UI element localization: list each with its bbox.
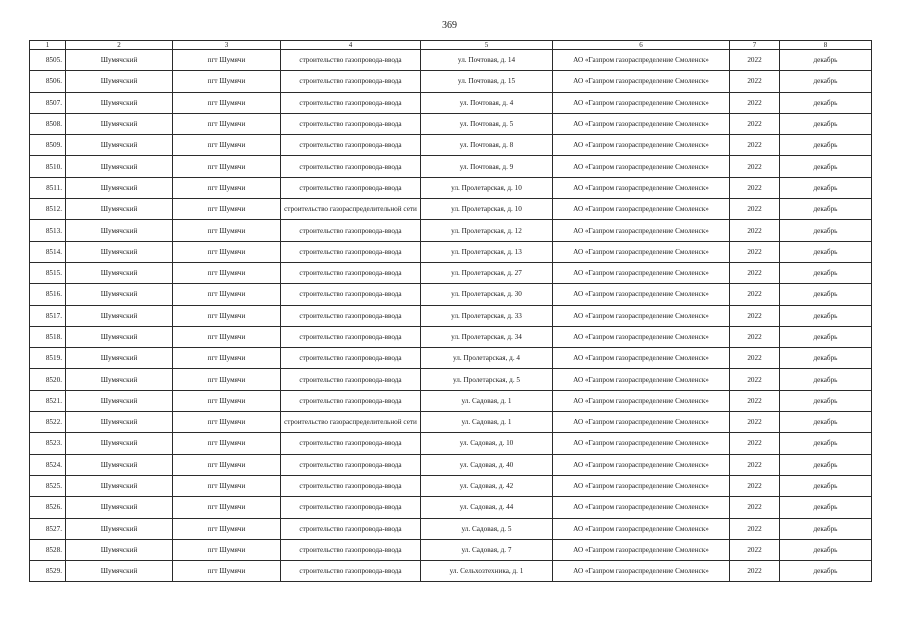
district-cell: Шумячский: [66, 50, 173, 71]
year-cell: 2022: [730, 475, 780, 496]
row-number-cell: 8529.: [30, 561, 66, 582]
settlement-cell: пгт Шумячи: [173, 412, 281, 433]
organization-cell: АО «Газпром газораспределение Смоленск»: [553, 262, 730, 283]
year-cell: 2022: [730, 199, 780, 220]
organization-cell: АО «Газпром газораспределение Смоленск»: [553, 113, 730, 134]
address-cell: ул. Садовая, д. 1: [421, 390, 553, 411]
month-cell: декабрь: [780, 135, 872, 156]
year-cell: 2022: [730, 113, 780, 134]
district-cell: Шумячский: [66, 71, 173, 92]
work-type-cell: строительство газопровода-ввода: [281, 135, 421, 156]
month-cell: декабрь: [780, 497, 872, 518]
organization-cell: АО «Газпром газораспределение Смоленск»: [553, 156, 730, 177]
work-type-cell: строительство газопровода-ввода: [281, 348, 421, 369]
table-row: [30, 241, 872, 262]
column-number: 6: [553, 41, 730, 50]
organization-cell: АО «Газпром газораспределение Смоленск»: [553, 497, 730, 518]
work-type-cell: строительство газопровода-ввода: [281, 71, 421, 92]
settlement-cell: пгт Шумячи: [173, 390, 281, 411]
district-cell: Шумячский: [66, 92, 173, 113]
row-number-cell: 8511.: [30, 177, 66, 198]
page-number: 369: [442, 20, 457, 31]
table-row: [30, 369, 872, 390]
work-type-cell: строительство газопровода-ввода: [281, 177, 421, 198]
table-row: [30, 454, 872, 475]
row-number-cell: 8522.: [30, 412, 66, 433]
address-cell: ул. Пролетарская, д. 4: [421, 348, 553, 369]
row-number-cell: 8516.: [30, 284, 66, 305]
month-cell: декабрь: [780, 561, 872, 582]
row-number-cell: 8523.: [30, 433, 66, 454]
district-cell: Шумячский: [66, 284, 173, 305]
address-cell: ул. Сельхозтехника, д. 1: [421, 561, 553, 582]
year-cell: 2022: [730, 241, 780, 262]
month-cell: декабрь: [780, 50, 872, 71]
table-row: [30, 518, 872, 539]
row-number-cell: 8528.: [30, 539, 66, 560]
district-cell: Шумячский: [66, 475, 173, 496]
district-cell: Шумячский: [66, 241, 173, 262]
district-cell: Шумячский: [66, 113, 173, 134]
year-cell: 2022: [730, 156, 780, 177]
month-cell: декабрь: [780, 475, 872, 496]
column-number: 3: [173, 41, 281, 50]
row-number-cell: 8520.: [30, 369, 66, 390]
address-cell: ул. Пролетарская, д. 5: [421, 369, 553, 390]
settlement-cell: пгт Шумячи: [173, 561, 281, 582]
year-cell: 2022: [730, 92, 780, 113]
settlement-cell: пгт Шумячи: [173, 454, 281, 475]
column-number: 4: [281, 41, 421, 50]
row-number-cell: 8525.: [30, 475, 66, 496]
table-row: [30, 220, 872, 241]
row-number-cell: 8512.: [30, 199, 66, 220]
address-cell: ул. Почтовая, д. 4: [421, 92, 553, 113]
address-cell: ул. Пролетарская, д. 13: [421, 241, 553, 262]
work-type-cell: строительство газопровода-ввода: [281, 390, 421, 411]
work-type-cell: строительство газопровода-ввода: [281, 475, 421, 496]
settlement-cell: пгт Шумячи: [173, 348, 281, 369]
address-cell: ул. Садовая, д. 44: [421, 497, 553, 518]
work-type-cell: строительство газопровода-ввода: [281, 156, 421, 177]
organization-cell: АО «Газпром газораспределение Смоленск»: [553, 135, 730, 156]
organization-cell: АО «Газпром газораспределение Смоленск»: [553, 71, 730, 92]
address-cell: ул. Садовая, д. 5: [421, 518, 553, 539]
address-cell: ул. Почтовая, д. 8: [421, 135, 553, 156]
table-row: [30, 433, 872, 454]
organization-cell: АО «Газпром газораспределение Смоленск»: [553, 50, 730, 71]
work-type-cell: строительство газопровода-ввода: [281, 113, 421, 134]
settlement-cell: пгт Шумячи: [173, 199, 281, 220]
settlement-cell: пгт Шумячи: [173, 497, 281, 518]
work-type-cell: строительство газопровода-ввода: [281, 262, 421, 283]
table-row: [30, 348, 872, 369]
district-cell: Шумячский: [66, 454, 173, 475]
column-number: 5: [421, 41, 553, 50]
settlement-cell: пгт Шумячи: [173, 92, 281, 113]
column-number-row: [30, 41, 872, 50]
table-row: [30, 50, 872, 71]
address-cell: ул. Почтовая, д. 5: [421, 113, 553, 134]
table-row: [30, 92, 872, 113]
address-cell: ул. Пролетарская, д. 30: [421, 284, 553, 305]
table-row: [30, 135, 872, 156]
year-cell: 2022: [730, 539, 780, 560]
table-row: [30, 71, 872, 92]
month-cell: декабрь: [780, 156, 872, 177]
row-number-cell: 8524.: [30, 454, 66, 475]
table-row: [30, 177, 872, 198]
district-cell: Шумячский: [66, 433, 173, 454]
work-type-cell: строительство газопровода-ввода: [281, 433, 421, 454]
settlement-cell: пгт Шумячи: [173, 539, 281, 560]
settlement-cell: пгт Шумячи: [173, 369, 281, 390]
organization-cell: АО «Газпром газораспределение Смоленск»: [553, 305, 730, 326]
year-cell: 2022: [730, 454, 780, 475]
year-cell: 2022: [730, 369, 780, 390]
organization-cell: АО «Газпром газораспределение Смоленск»: [553, 475, 730, 496]
organization-cell: АО «Газпром газораспределение Смоленск»: [553, 199, 730, 220]
year-cell: 2022: [730, 497, 780, 518]
district-cell: Шумячский: [66, 497, 173, 518]
table-row: [30, 412, 872, 433]
month-cell: декабрь: [780, 71, 872, 92]
row-number-cell: 8509.: [30, 135, 66, 156]
address-cell: ул. Пролетарская, д. 10: [421, 177, 553, 198]
column-number: 7: [730, 41, 780, 50]
year-cell: 2022: [730, 50, 780, 71]
column-number: 8: [780, 41, 872, 50]
year-cell: 2022: [730, 433, 780, 454]
settlement-cell: пгт Шумячи: [173, 475, 281, 496]
address-cell: ул. Садовая, д. 42: [421, 475, 553, 496]
year-cell: 2022: [730, 262, 780, 283]
month-cell: декабрь: [780, 348, 872, 369]
address-cell: ул. Почтовая, д. 9: [421, 156, 553, 177]
address-cell: ул. Пролетарская, д. 10: [421, 199, 553, 220]
row-number-cell: 8514.: [30, 241, 66, 262]
month-cell: декабрь: [780, 92, 872, 113]
address-cell: ул. Пролетарская, д. 27: [421, 262, 553, 283]
settlement-cell: пгт Шумячи: [173, 71, 281, 92]
settlement-cell: пгт Шумячи: [173, 177, 281, 198]
row-number-cell: 8506.: [30, 71, 66, 92]
table-row: [30, 156, 872, 177]
row-number-cell: 8505.: [30, 50, 66, 71]
year-cell: 2022: [730, 305, 780, 326]
table-row: [30, 475, 872, 496]
table-row: [30, 284, 872, 305]
organization-cell: АО «Газпром газораспределение Смоленск»: [553, 92, 730, 113]
month-cell: декабрь: [780, 177, 872, 198]
month-cell: декабрь: [780, 390, 872, 411]
settlement-cell: пгт Шумячи: [173, 326, 281, 347]
address-cell: ул. Пролетарская, д. 34: [421, 326, 553, 347]
table-row: [30, 497, 872, 518]
address-cell: ул. Почтовая, д. 15: [421, 71, 553, 92]
work-type-cell: строительство газопровода-ввода: [281, 50, 421, 71]
year-cell: 2022: [730, 412, 780, 433]
district-cell: Шумячский: [66, 369, 173, 390]
organization-cell: АО «Газпром газораспределение Смоленск»: [553, 390, 730, 411]
column-number: 2: [66, 41, 173, 50]
year-cell: 2022: [730, 220, 780, 241]
organization-cell: АО «Газпром газораспределение Смоленск»: [553, 412, 730, 433]
district-cell: Шумячский: [66, 412, 173, 433]
address-cell: ул. Почтовая, д. 14: [421, 50, 553, 71]
row-number-cell: 8527.: [30, 518, 66, 539]
row-number-cell: 8507.: [30, 92, 66, 113]
settlement-cell: пгт Шумячи: [173, 433, 281, 454]
organization-cell: АО «Газпром газораспределение Смоленск»: [553, 326, 730, 347]
settlement-cell: пгт Шумячи: [173, 220, 281, 241]
organization-cell: АО «Газпром газораспределение Смоленск»: [553, 220, 730, 241]
data-table: [29, 40, 872, 582]
row-number-cell: 8515.: [30, 262, 66, 283]
settlement-cell: пгт Шумячи: [173, 50, 281, 71]
district-cell: Шумячский: [66, 199, 173, 220]
address-cell: ул. Пролетарская, д. 12: [421, 220, 553, 241]
work-type-cell: строительство газопровода-ввода: [281, 518, 421, 539]
row-number-cell: 8517.: [30, 305, 66, 326]
organization-cell: АО «Газпром газораспределение Смоленск»: [553, 518, 730, 539]
month-cell: декабрь: [780, 262, 872, 283]
district-cell: Шумячский: [66, 561, 173, 582]
table-row: [30, 561, 872, 582]
settlement-cell: пгт Шумячи: [173, 135, 281, 156]
district-cell: Шумячский: [66, 305, 173, 326]
table-row: [30, 262, 872, 283]
organization-cell: АО «Газпром газораспределение Смоленск»: [553, 284, 730, 305]
row-number-cell: 8518.: [30, 326, 66, 347]
table-row: [30, 305, 872, 326]
district-cell: Шумячский: [66, 326, 173, 347]
row-number-cell: 8519.: [30, 348, 66, 369]
month-cell: декабрь: [780, 326, 872, 347]
work-type-cell: строительство газораспределительной сети: [281, 199, 421, 220]
month-cell: декабрь: [780, 433, 872, 454]
settlement-cell: пгт Шумячи: [173, 305, 281, 326]
month-cell: декабрь: [780, 454, 872, 475]
district-cell: Шумячский: [66, 262, 173, 283]
work-type-cell: строительство газопровода-ввода: [281, 220, 421, 241]
organization-cell: АО «Газпром газораспределение Смоленск»: [553, 369, 730, 390]
district-cell: Шумячский: [66, 220, 173, 241]
work-type-cell: строительство газораспределительной сети: [281, 412, 421, 433]
column-number: 1: [30, 41, 66, 50]
district-cell: Шумячский: [66, 177, 173, 198]
month-cell: декабрь: [780, 199, 872, 220]
month-cell: декабрь: [780, 113, 872, 134]
address-cell: ул. Пролетарская, д. 33: [421, 305, 553, 326]
month-cell: декабрь: [780, 518, 872, 539]
year-cell: 2022: [730, 177, 780, 198]
district-cell: Шумячский: [66, 539, 173, 560]
district-cell: Шумячский: [66, 156, 173, 177]
organization-cell: АО «Газпром газораспределение Смоленск»: [553, 539, 730, 560]
month-cell: декабрь: [780, 284, 872, 305]
work-type-cell: строительство газопровода-ввода: [281, 539, 421, 560]
work-type-cell: строительство газопровода-ввода: [281, 454, 421, 475]
address-cell: ул. Садовая, д. 1: [421, 412, 553, 433]
row-number-cell: 8510.: [30, 156, 66, 177]
work-type-cell: строительство газопровода-ввода: [281, 284, 421, 305]
table-row: [30, 390, 872, 411]
settlement-cell: пгт Шумячи: [173, 262, 281, 283]
year-cell: 2022: [730, 135, 780, 156]
row-number-cell: 8521.: [30, 390, 66, 411]
month-cell: декабрь: [780, 369, 872, 390]
year-cell: 2022: [730, 390, 780, 411]
year-cell: 2022: [730, 71, 780, 92]
year-cell: 2022: [730, 518, 780, 539]
table-row: [30, 539, 872, 560]
organization-cell: АО «Газпром газораспределение Смоленск»: [553, 454, 730, 475]
address-cell: ул. Садовая, д. 7: [421, 539, 553, 560]
table-row: [30, 326, 872, 347]
organization-cell: АО «Газпром газораспределение Смоленск»: [553, 241, 730, 262]
table-row: [30, 113, 872, 134]
work-type-cell: строительство газопровода-ввода: [281, 497, 421, 518]
settlement-cell: пгт Шумячи: [173, 241, 281, 262]
year-cell: 2022: [730, 561, 780, 582]
organization-cell: АО «Газпром газораспределение Смоленск»: [553, 433, 730, 454]
year-cell: 2022: [730, 348, 780, 369]
organization-cell: АО «Газпром газораспределение Смоленск»: [553, 177, 730, 198]
district-cell: Шумячский: [66, 135, 173, 156]
year-cell: 2022: [730, 284, 780, 305]
district-cell: Шумячский: [66, 348, 173, 369]
work-type-cell: строительство газопровода-ввода: [281, 241, 421, 262]
month-cell: декабрь: [780, 305, 872, 326]
settlement-cell: пгт Шумячи: [173, 113, 281, 134]
work-type-cell: строительство газопровода-ввода: [281, 561, 421, 582]
address-cell: ул. Садовая, д. 10: [421, 433, 553, 454]
work-type-cell: строительство газопровода-ввода: [281, 305, 421, 326]
row-number-cell: 8526.: [30, 497, 66, 518]
year-cell: 2022: [730, 326, 780, 347]
row-number-cell: 8508.: [30, 113, 66, 134]
month-cell: декабрь: [780, 241, 872, 262]
organization-cell: АО «Газпром газораспределение Смоленск»: [553, 348, 730, 369]
settlement-cell: пгт Шумячи: [173, 518, 281, 539]
work-type-cell: строительство газопровода-ввода: [281, 369, 421, 390]
address-cell: ул. Садовая, д. 40: [421, 454, 553, 475]
settlement-cell: пгт Шумячи: [173, 284, 281, 305]
month-cell: декабрь: [780, 412, 872, 433]
row-number-cell: 8513.: [30, 220, 66, 241]
organization-cell: АО «Газпром газораспределение Смоленск»: [553, 561, 730, 582]
settlement-cell: пгт Шумячи: [173, 156, 281, 177]
table-row: [30, 199, 872, 220]
month-cell: декабрь: [780, 220, 872, 241]
district-cell: Шумячский: [66, 390, 173, 411]
work-type-cell: строительство газопровода-ввода: [281, 92, 421, 113]
month-cell: декабрь: [780, 539, 872, 560]
work-type-cell: строительство газопровода-ввода: [281, 326, 421, 347]
district-cell: Шумячский: [66, 518, 173, 539]
